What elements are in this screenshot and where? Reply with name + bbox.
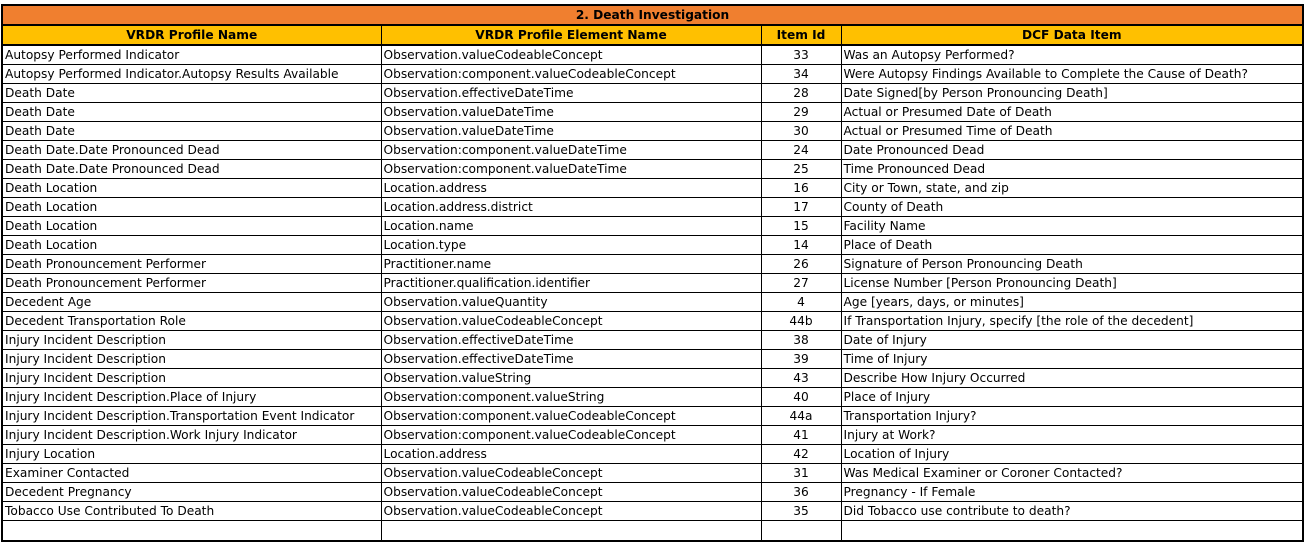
table-row: [2, 369, 1303, 388]
table-row: [2, 141, 1303, 160]
table-row: [2, 65, 1303, 84]
dcf-data-item-cell[interactable]: Pregnancy - If Female: [841, 483, 1303, 502]
profile-name-cell[interactable]: Death Location: [2, 198, 381, 217]
table-row: [2, 236, 1303, 255]
element-name-cell[interactable]: Observation:component.valueDateTime: [381, 141, 761, 160]
element-name-cell[interactable]: Observation.effectiveDateTime: [381, 331, 761, 350]
item-id-cell[interactable]: 26: [761, 255, 841, 274]
table-row: [2, 331, 1303, 350]
table-row: [2, 217, 1303, 236]
element-name-cell[interactable]: Observation:component.valueCodeableConcept: [381, 426, 761, 445]
item-id-cell[interactable]: [761, 521, 841, 542]
table-row: [2, 483, 1303, 502]
element-name-cell[interactable]: Observation:component.valueDateTime: [381, 160, 761, 179]
item-id-cell[interactable]: 30: [761, 122, 841, 141]
item-id-cell[interactable]: 16: [761, 179, 841, 198]
item-id-cell[interactable]: 14: [761, 236, 841, 255]
element-name-cell[interactable]: Observation.valueCodeableConcept: [381, 502, 761, 521]
element-name-cell[interactable]: Observation.effectiveDateTime: [381, 84, 761, 103]
dcf-data-item-cell[interactable]: Was Medical Examiner or Coroner Contacted?: [841, 464, 1303, 483]
table-row: [2, 521, 1303, 542]
table-row: [2, 274, 1303, 293]
profile-name-cell[interactable]: Death Location: [2, 217, 381, 236]
table-row: [2, 426, 1303, 445]
element-name-cell[interactable]: Practitioner.qualification.identifier: [381, 274, 761, 293]
dcf-data-item-cell[interactable]: Date Signed[by Person Pronouncing Death]: [841, 84, 1303, 103]
dcf-data-item-cell[interactable]: Time of Injury: [841, 350, 1303, 369]
element-name-cell[interactable]: Location.type: [381, 236, 761, 255]
profile-name-cell[interactable]: Decedent Pregnancy: [2, 483, 381, 502]
table-row: [2, 388, 1303, 407]
element-name-cell[interactable]: Observation.valueCodeableConcept: [381, 483, 761, 502]
profile-name-cell[interactable]: Injury Incident Description.Transportation Event Indicator: [2, 407, 381, 426]
item-id-cell[interactable]: 44a: [761, 407, 841, 426]
dcf-data-item-cell[interactable]: Transportation Injury?: [841, 407, 1303, 426]
dcf-data-item-cell[interactable]: Place of Death: [841, 236, 1303, 255]
column-header-item-id[interactable]: Item Id: [761, 25, 841, 45]
profile-name-cell[interactable]: Injury Incident Description: [2, 331, 381, 350]
column-header-element-name[interactable]: VRDR Profile Element Name: [381, 25, 761, 45]
item-id-cell[interactable]: 28: [761, 84, 841, 103]
profile-name-cell[interactable]: Death Location: [2, 179, 381, 198]
item-id-cell[interactable]: 38: [761, 331, 841, 350]
table-row: [2, 464, 1303, 483]
item-id-cell[interactable]: 29: [761, 103, 841, 122]
element-name-cell[interactable]: Observation:component.valueCodeableConcept: [381, 65, 761, 84]
profile-name-cell[interactable]: Autopsy Performed Indicator: [2, 45, 381, 65]
profile-name-cell[interactable]: Decedent Transportation Role: [2, 312, 381, 331]
profile-name-cell[interactable]: [2, 521, 381, 542]
section-title[interactable]: 2. Death Investigation: [2, 5, 1303, 25]
table-row: [2, 103, 1303, 122]
dcf-data-item-cell[interactable]: License Number [Person Pronouncing Death]: [841, 274, 1303, 293]
dcf-data-item-cell[interactable]: Location of Injury: [841, 445, 1303, 464]
element-name-cell[interactable]: Observation.valueDateTime: [381, 122, 761, 141]
profile-name-cell[interactable]: Injury Incident Description: [2, 350, 381, 369]
table-row: [2, 45, 1303, 65]
dcf-data-item-cell[interactable]: Was an Autopsy Performed?: [841, 45, 1303, 65]
dcf-data-item-cell[interactable]: If Transportation Injury, specify [the role of the decedent]: [841, 312, 1303, 331]
dcf-data-item-cell[interactable]: Actual or Presumed Date of Death: [841, 103, 1303, 122]
element-name-cell[interactable]: Location.name: [381, 217, 761, 236]
item-id-cell[interactable]: 40: [761, 388, 841, 407]
table-row: [2, 122, 1303, 141]
element-name-cell[interactable]: Observation.valueString: [381, 369, 761, 388]
profile-name-cell[interactable]: Death Date.Date Pronounced Dead: [2, 141, 381, 160]
element-name-cell[interactable]: Observation.valueQuantity: [381, 293, 761, 312]
profile-name-cell[interactable]: Death Date: [2, 122, 381, 141]
table-row: [2, 407, 1303, 426]
item-id-cell[interactable]: 31: [761, 464, 841, 483]
element-name-cell[interactable]: Observation:component.valueCodeableConcept: [381, 407, 761, 426]
element-name-cell[interactable]: Location.address: [381, 179, 761, 198]
element-name-cell[interactable]: Practitioner.name: [381, 255, 761, 274]
profile-name-cell[interactable]: Injury Incident Description.Place of Injury: [2, 388, 381, 407]
dcf-data-item-cell[interactable]: County of Death: [841, 198, 1303, 217]
item-id-cell[interactable]: 25: [761, 160, 841, 179]
column-header-row: [2, 25, 1303, 45]
table-row: [2, 312, 1303, 331]
item-id-cell[interactable]: 15: [761, 217, 841, 236]
item-id-cell[interactable]: 35: [761, 502, 841, 521]
item-id-cell[interactable]: 44b: [761, 312, 841, 331]
dcf-data-item-cell[interactable]: Did Tobacco use contribute to death?: [841, 502, 1303, 521]
dcf-data-item-cell[interactable]: Age [years, days, or minutes]: [841, 293, 1303, 312]
item-id-cell[interactable]: 4: [761, 293, 841, 312]
element-name-cell[interactable]: Observation.valueCodeableConcept: [381, 464, 761, 483]
table-row: [2, 502, 1303, 521]
profile-name-cell[interactable]: Examiner Contacted: [2, 464, 381, 483]
table-row: [2, 198, 1303, 217]
item-id-cell[interactable]: 39: [761, 350, 841, 369]
item-id-cell[interactable]: 33: [761, 45, 841, 65]
profile-name-cell[interactable]: Injury Incident Description.Work Injury Indicator: [2, 426, 381, 445]
dcf-data-item-cell[interactable]: [841, 521, 1303, 542]
profile-name-cell[interactable]: Death Date: [2, 84, 381, 103]
table-row: [2, 160, 1303, 179]
profile-name-cell[interactable]: Autopsy Performed Indicator.Autopsy Results Available: [2, 65, 381, 84]
element-name-cell[interactable]: [381, 521, 761, 542]
dcf-data-item-cell[interactable]: Date of Injury: [841, 331, 1303, 350]
item-id-cell[interactable]: 41: [761, 426, 841, 445]
profile-name-cell[interactable]: Injury Location: [2, 445, 381, 464]
death-investigation-table: [1, 4, 1304, 542]
dcf-data-item-cell[interactable]: City or Town, state, and zip: [841, 179, 1303, 198]
column-header-profile-name[interactable]: VRDR Profile Name: [2, 25, 381, 45]
dcf-data-item-cell[interactable]: Actual or Presumed Time of Death: [841, 122, 1303, 141]
item-id-cell[interactable]: 36: [761, 483, 841, 502]
table-row: [2, 84, 1303, 103]
element-name-cell[interactable]: Location.address.district: [381, 198, 761, 217]
dcf-data-item-cell[interactable]: Date Pronounced Dead: [841, 141, 1303, 160]
profile-name-cell[interactable]: Tobacco Use Contributed To Death: [2, 502, 381, 521]
table-row: [2, 445, 1303, 464]
element-name-cell[interactable]: Observation:component.valueString: [381, 388, 761, 407]
profile-name-cell[interactable]: Injury Incident Description: [2, 369, 381, 388]
profile-name-cell[interactable]: Death Date: [2, 103, 381, 122]
profile-name-cell[interactable]: Death Location: [2, 236, 381, 255]
table-row: [2, 293, 1303, 312]
element-name-cell[interactable]: Observation.valueCodeableConcept: [381, 45, 761, 65]
profile-name-cell[interactable]: Death Pronouncement Performer: [2, 255, 381, 274]
dcf-data-item-cell[interactable]: Describe How Injury Occurred: [841, 369, 1303, 388]
item-id-cell[interactable]: 24: [761, 141, 841, 160]
item-id-cell[interactable]: 42: [761, 445, 841, 464]
profile-name-cell[interactable]: Decedent Age: [2, 293, 381, 312]
element-name-cell[interactable]: Observation.valueCodeableConcept: [381, 312, 761, 331]
element-name-cell[interactable]: Location.address: [381, 445, 761, 464]
item-id-cell[interactable]: 17: [761, 198, 841, 217]
table-row: [2, 255, 1303, 274]
element-name-cell[interactable]: Observation.effectiveDateTime: [381, 350, 761, 369]
item-id-cell[interactable]: 27: [761, 274, 841, 293]
dcf-data-item-cell[interactable]: Injury at Work?: [841, 426, 1303, 445]
dcf-data-item-cell[interactable]: Were Autopsy Findings Available to Complete the Cause of Death?: [841, 65, 1303, 84]
element-name-cell[interactable]: Observation.valueDateTime: [381, 103, 761, 122]
item-id-cell[interactable]: 34: [761, 65, 841, 84]
dcf-data-item-cell[interactable]: Time Pronounced Dead: [841, 160, 1303, 179]
profile-name-cell[interactable]: Death Pronouncement Performer: [2, 274, 381, 293]
dcf-data-item-cell[interactable]: Signature of Person Pronouncing Death: [841, 255, 1303, 274]
table-row: [2, 350, 1303, 369]
dcf-data-item-cell[interactable]: Facility Name: [841, 217, 1303, 236]
dcf-data-item-cell[interactable]: Place of Injury: [841, 388, 1303, 407]
column-header-dcf-data-item[interactable]: DCF Data Item: [841, 25, 1303, 45]
table-row: [2, 179, 1303, 198]
profile-name-cell[interactable]: Death Date.Date Pronounced Dead: [2, 160, 381, 179]
item-id-cell[interactable]: 43: [761, 369, 841, 388]
